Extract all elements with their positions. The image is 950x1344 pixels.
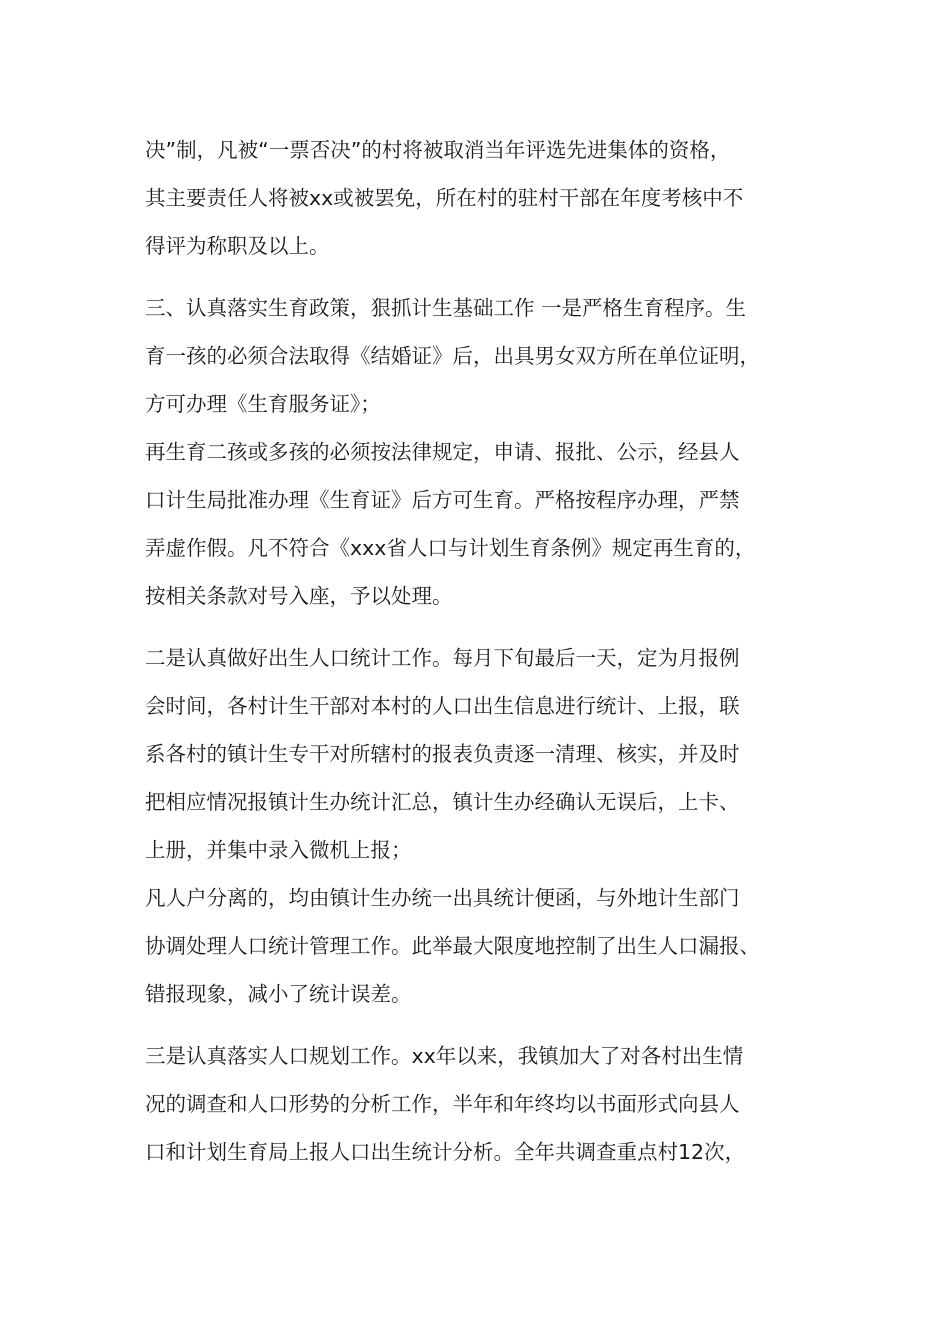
paragraph-2 bbox=[145, 284, 815, 620]
text-line: 决”制，凡被“一票否决”的村将被取消当年评选先进集体的资格， bbox=[145, 138, 731, 162]
paragraph-spacer bbox=[145, 620, 815, 634]
text-line: 方可办理《生育服务证》； bbox=[145, 392, 381, 416]
text-line: 再生育二孩或多孩的必须按法律规定，申请、报批、公示，经县人 bbox=[145, 440, 740, 464]
text-line: 协调处理人口统计管理工作。此举最大限度地控制了出生人口漏报、 bbox=[145, 934, 760, 958]
text-line: 其主要责任人将被xx或被罢免，所在村的驻村干部在年度考核中不 bbox=[145, 186, 744, 210]
text-line: 把相应情况报镇计生办统计汇总，镇计生办经确认无误后，上卡、 bbox=[145, 790, 740, 814]
paragraph-4 bbox=[145, 1032, 815, 1176]
text-line: 口计生局批准办理《生育证》后方可生育。严格按程序办理，严禁 bbox=[145, 488, 740, 512]
text-line: 会时间，各村计生干部对本村的人口出生信息进行统计、上报，联 bbox=[145, 694, 740, 718]
text-line: 系各村的镇计生专干对所辖村的报表负责逐一清理、核实，并及时 bbox=[145, 742, 740, 766]
document-body bbox=[145, 126, 815, 1176]
text-line: 育一孩的必须合法取得《结婚证》后，出具男女双方所在单位证明， bbox=[145, 344, 760, 368]
text-line: 得评为称职及以上。 bbox=[145, 234, 330, 258]
text-line: 凡人户分离的，均由镇计生办统一出具统计便函，与外地计生部门 bbox=[145, 886, 740, 910]
paragraph-spacer bbox=[145, 270, 815, 284]
paragraph-spacer bbox=[145, 1018, 815, 1032]
text-line: 口和计划生育局上报人口出生统计分析。全年共调查重点村12次， bbox=[145, 1140, 746, 1164]
text-line: 二是认真做好出生人口统计工作。每月下旬最后一天，定为月报例 bbox=[145, 646, 740, 670]
text-line: 三、认真落实生育政策，狠抓计生基础工作 一是严格生育程序。生 bbox=[145, 296, 747, 320]
paragraph-3 bbox=[145, 634, 815, 1018]
text-line: 按相关条款对号入座，予以处理。 bbox=[145, 584, 453, 608]
text-line: 错报现象，减小了统计误差。 bbox=[145, 982, 412, 1006]
text-line: 上册，并集中录入微机上报； bbox=[145, 838, 412, 862]
text-line: 三是认真落实人口规划工作。xx年以来，我镇加大了对各村出生情 bbox=[145, 1044, 744, 1068]
paragraph-1 bbox=[145, 126, 815, 270]
text-line: 况的调查和人口形势的分析工作，半年和年终均以书面形式向县人 bbox=[145, 1092, 740, 1116]
text-line: 弄虚作假。凡不符合《xxx省人口与计划生育条例》规定再生育的， bbox=[145, 536, 756, 560]
